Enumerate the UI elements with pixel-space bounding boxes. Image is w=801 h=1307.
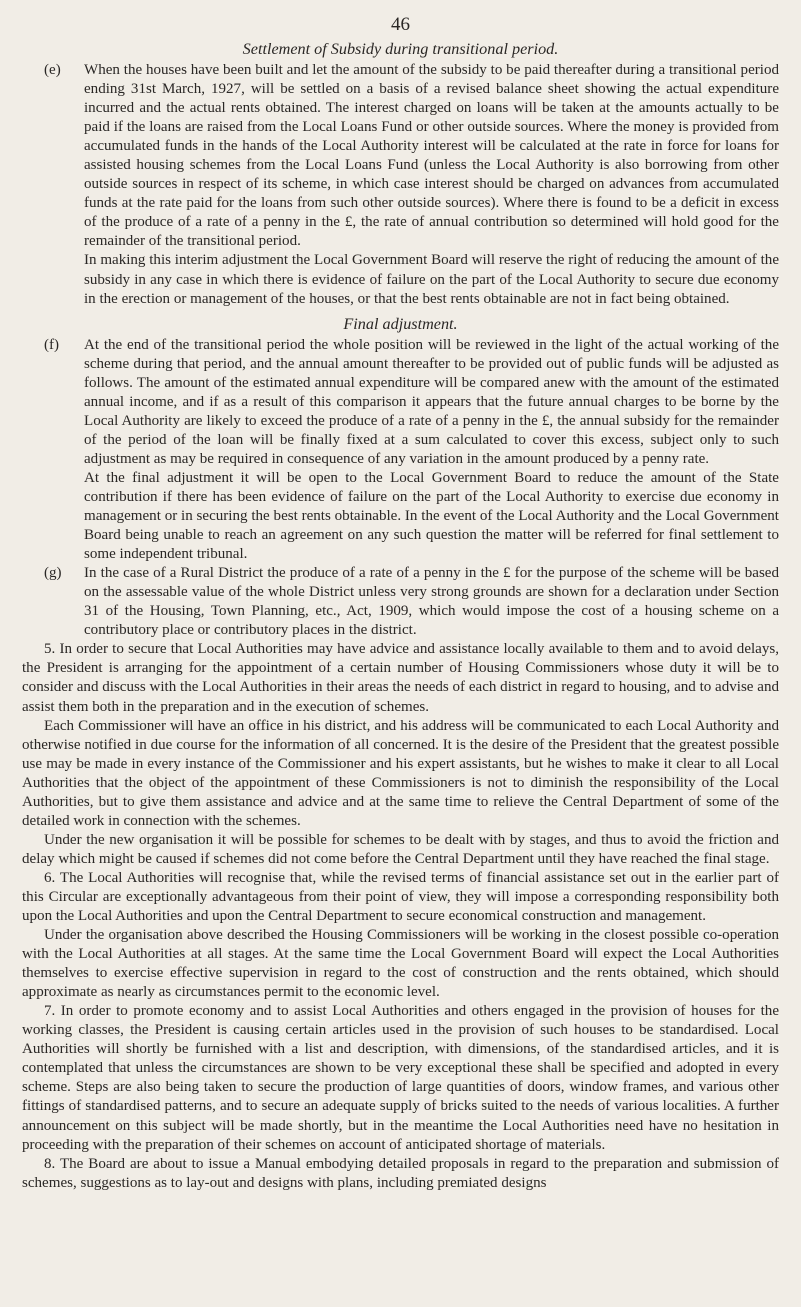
clause-e-label: (e) bbox=[44, 62, 61, 78]
paragraph-5-c: Under the new organisation it will be possible for schemes to be dealt with by stages, and thus to avoid the friction and delay which might be caused if schemes did not come before the Central Department until they have reached the final stage. bbox=[22, 831, 779, 867]
clause-f bbox=[22, 336, 779, 469]
paragraph-8: 8. The Board are about to issue a Manual embodying detailed proposals in regard to the preparation and submission of schemes, suggestions as to lay-out and designs with plans, including premiated designs bbox=[22, 1155, 779, 1191]
paragraph-6: 6. The Local Authorities will recognise that, while the revised terms of financial assistance set out in the earlier part of this Circular are exceptionally advantageous from their point of view, they will impose a corresponding responsibility both upon the Local Authorities and upon the Central Department to secure economical construction and management. bbox=[22, 869, 779, 925]
paragraph-5-b: Each Commissioner will have an office in his district, and his address will be communicated to each Local Authority and otherwise notified in due course for the information of all concerned. It is the desire of the President that the greatest possible use may be made in every instance of the Commissioner and his expert assistants, but he wishes to make it clear to all Local Authorities that the object of the appointment of these Commissioners is not to diminish the responsibility of the Local Authorities, but to give them assistance and advice and at the same time to relieve the Central Department of some of the detailed work in connection with the schemes. bbox=[22, 717, 779, 829]
clause-f-label: (f) bbox=[44, 336, 60, 353]
paragraph-5: 5. In order to secure that Local Authorities may have advice and assistance locally available to them and to avoid delays, the President is arranging for the appointment of a certain number of Housing Commissioners whose duty it will be to consider and discuss with the Local Authorities in their areas the needs of each district in regard to housing, and to advise and assist them both in the preparation and in the execution of schemes. bbox=[22, 641, 779, 715]
clause-e-text-2: In making this interim adjustment the Local Government Board will reserve the right of reducing the amount of the subsidy in any case in which there is evidence of failure on the part of the Local Authority to secure due economy in the erection or management of the houses, or that the best rents obtainable are not in fact being obtained. bbox=[84, 252, 779, 307]
clause-f-text-2: At the final adjustment it will be open to the Local Government Board to reduce the amount of the State contribution if there has been evidence of failure on the part of the Local Authority to exercise due economy in management or in securing the best rents obtainable. In the event of the Local Authority and the Local Government Board being unable to reach an agreement on any such question the matter will be referred for final settlement to some independent tribunal. bbox=[84, 469, 779, 563]
clause-g-label: (g) bbox=[44, 565, 62, 582]
clause-g bbox=[22, 564, 779, 640]
paragraph-6-b: Under the organisation above described the Housing Commissioners will be working in the closest possible co-operation with the Local Authorities at all stages. At the same time the Local Government Board will expect the Local Authorities themselves to exercise effective supervision in regard to the cost of construction and the rents obtained, which should approximate as nearly as circumstances permit to the economic level. bbox=[22, 927, 779, 1001]
clause-g-text: In the case of a Rural District the produce of a rate of a penny in the £ for the purpose of the scheme will be based on the assessable value of the whole District unless very strong grounds are shown for a declaration under Section 31 of the Housing, Town Planning, etc., Act, 1909, which would impose the cost of a housing scheme on a contributory place or contributory places in the district. bbox=[84, 565, 779, 639]
clause-e bbox=[22, 61, 779, 251]
heading-settlement: Settlement of Subsidy during transitional period. bbox=[242, 40, 559, 58]
page-number: 46 bbox=[391, 14, 410, 35]
clause-f-text: At the end of the transitional period the whole position will be reviewed in the light of the actual working of the scheme during that period, and the annual amount thereafter to be provided out of public funds will be adjusted as follows. The amount of the estimated annual expenditure will be compared anew with the amount of the estimated annual income, and if as a result of this comparison it appears that the future annual charges to be borne by the Local Authority are likely to exceed the produce of a rate of a penny in the £, the annual subsidy for the remainder of the period of the loan will be finally fixed at a sum calculated to cover this excess, subject only to such adjustment as may be required in consequence of any variation in the amount produced by a penny rate. bbox=[84, 336, 779, 467]
paragraph-7: 7. In order to promote economy and to assist Local Authorities and others engaged in the provision of houses for the working classes, the President is causing certain articles used in the provision of such houses to be standardised. Local Authorities will shortly be furnished with a list and description, with dimensions, of the standardised articles, and it is contemplated that unless the circumstances are shown to be very exceptional these shall be specified and adopted in every scheme. Steps are also being taken to secure the production of large quantities of doors, window frames, and various other fittings of standardised patterns, and to secure an adequate supply of bricks suited to the needs of various localities. A further announcement on this subject will be made shortly, but in the meantime the Local Authorities need have no hesitation in proceeding with the preparation of their schemes on account of anticipated shortage of materials. bbox=[22, 1003, 779, 1153]
heading-final-adjustment: Final adjustment. bbox=[343, 314, 458, 333]
clause-e-text: When the houses have been built and let the amount of the subsidy to be paid thereafter during a transitional period ending 31st March, 1927, will be settled on a basis of a revised balance sheet showing the actual expenditure incurred and the actual rents obtained. The interest charged on loans will be taken at the amounts actually to be paid if the loans are raised from the Local Loans Fund or other outside sources. Where the money is provided from accumulated funds in the hands of the Local Authority interest will be calculated at the rate in force for loans for assisted housing schemes from the Local Loans Fund (unless the Local Authority is also borrowing from other outside sources in respect of its scheme, in which case interest should be charged on advances from accumulated funds at the rate paid for the loans from such other outside sources). Where there is found to be a deficit in excess of the produce of a rate of a penny in the £, the rate of annual contribution so determined will hold good for the remainder of the transitional period. bbox=[84, 62, 779, 250]
